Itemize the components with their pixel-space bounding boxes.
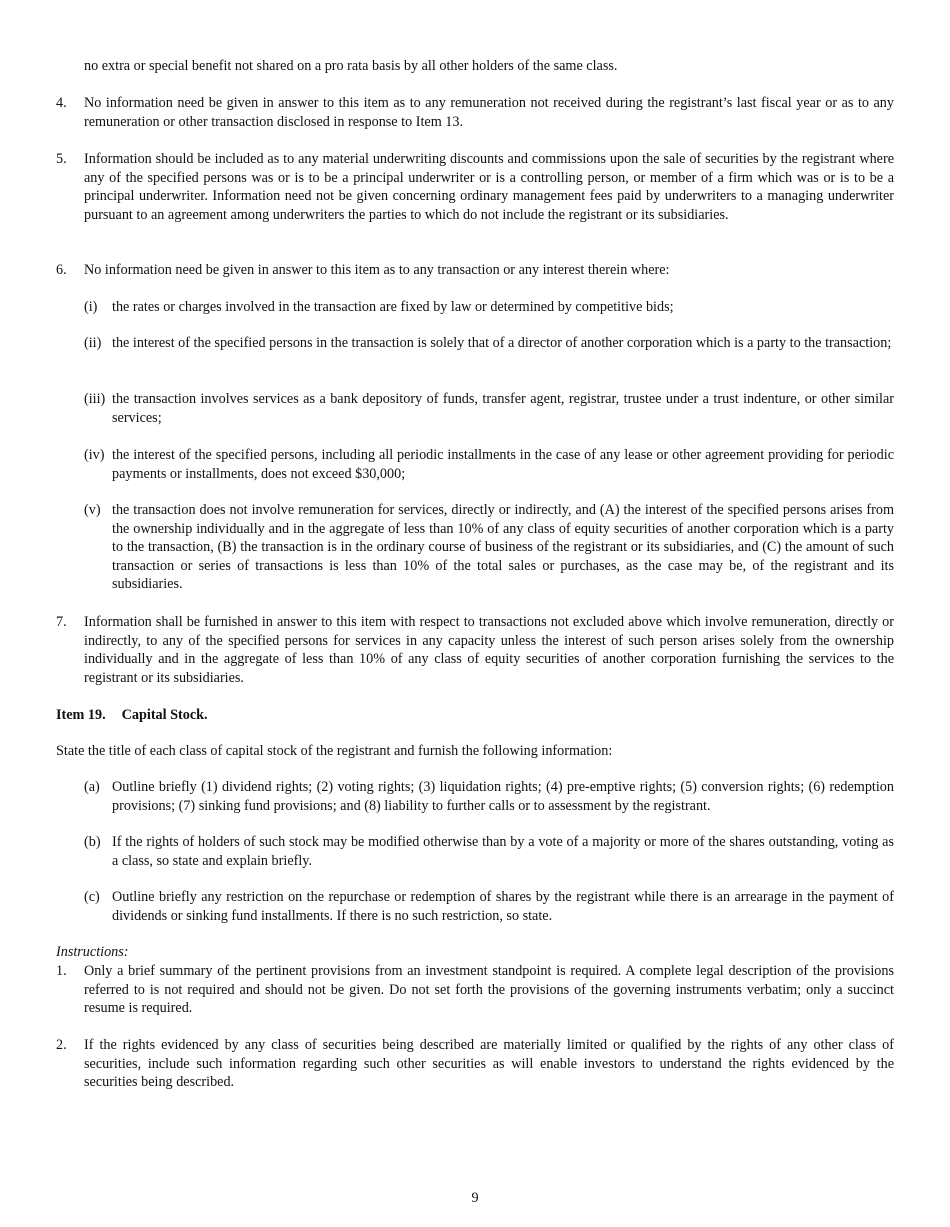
page-number: 9 [471, 1190, 479, 1206]
item-text: the interest of the specified persons in the transaction is solely that of a director of another corporation which is a party to the transaction; [112, 335, 892, 351]
item-19-b [84, 833, 894, 870]
note-5 [56, 150, 894, 224]
note-6 [56, 261, 894, 280]
item-text: the transaction does not involve remuneration for services, directly or indirectly, and (A) the interest of the specified persons arises from the ownership individually and in the aggregate of less than 10% of any class of equity securities of another corporation which is a party to the transaction, (B) the transaction is in the ordinary course of business of the registrant or its subsidiaries, and (C) the amount of such transaction or series of transactions is less than 10% of the total sales or purchases, as the case may be, of the registrant and its subsidiaries. [112, 502, 894, 593]
item-19-a [84, 778, 894, 815]
item-label: (i) [84, 299, 98, 315]
instruction-text: Only a brief summary of the pertinent provisions from an investment standpoint is required. A complete legal description of the provisions referred to is not required and should not be given. Do not set forth the provisions of the governing instruments verbatim; only a succinct resume is required. [84, 963, 894, 1017]
item-text: the interest of the specified persons, including all periodic installments in the case of any lease or other agreement providing for periodic payments or installments, does not exceed $30,000; [112, 447, 894, 482]
instruction-2 [56, 1036, 894, 1092]
note-number: 7. [56, 614, 67, 630]
instruction-number: 2. [56, 1037, 67, 1053]
note-text: Information should be included as to any material underwriting discounts and commissions upon the sale of securities by the registrant where any of the specified persons was or is to be a principal underwriter or is a controlling person, or member of a firm which was or is to be a principal underwriter. Information need not be given concerning ordinary management fees paid by underwriters to a managing underwriter pursuant to an agreement among underwriters the parties to which do not include the registrant or its subsidiaries. [84, 151, 894, 223]
item-19-heading [56, 706, 894, 725]
item-text: If the rights of holders of such stock may be modified otherwise than by a vote of a majority or more of the shares outstanding, voting as a class, so state and explain briefly. [112, 834, 894, 869]
note-text: No information need be given in answer to this item as to any transaction or any interest therein where: [84, 262, 670, 278]
item-title: Capital Stock. [121, 707, 208, 723]
item-label: (a) [84, 779, 100, 795]
item-label: (ii) [84, 335, 102, 351]
note-4 [56, 94, 894, 131]
note-6-item-ii [84, 334, 894, 353]
item-number: Item 19. [56, 707, 106, 723]
note-number: 5. [56, 151, 67, 167]
item-label: (iv) [84, 447, 105, 463]
note-number: 4. [56, 95, 67, 111]
instruction-1 [56, 962, 894, 1018]
item-19-intro: State the title of each class of capital stock of the registrant and furnish the following information: [56, 743, 613, 759]
item-text: Outline briefly any restriction on the repurchase or redemption of shares by the registrant while there is an arrearage in the payment of dividends or sinking fund installments. If there is no such restriction, so state. [112, 889, 894, 924]
item-text: Outline briefly (1) dividend rights; (2) voting rights; (3) liquidation rights; (4) pre-emptive rights; (5) conversion rights; (6) redemption provisions; (7) sinking fund provisions; and (8) liability to further calls or to assessment by the registrant. [112, 779, 894, 814]
note-6-item-v [84, 501, 894, 594]
instruction-text: If the rights evidenced by any class of securities being described are materially limited or qualified by the rights of any other class of securities, include such information regarding such other securities as will enable investors to understand the rights evidenced by the securities being described. [84, 1037, 894, 1091]
instruction-number: 1. [56, 963, 67, 979]
note-6-item-iii [84, 390, 894, 427]
continuation-paragraph: no extra or special benefit not shared on a pro rata basis by all other holders of the same class. [84, 58, 618, 74]
instructions-label: Instructions: [56, 944, 129, 960]
note-text: No information need be given in answer to this item as to any remuneration not received during the registrant’s last fiscal year or as to any remuneration or other transaction disclosed in response to Item 13. [84, 95, 894, 130]
note-7 [56, 613, 894, 687]
item-label: (b) [84, 834, 101, 850]
note-6-item-iv [84, 446, 894, 483]
note-text: Information shall be furnished in answer to this item with respect to transactions not excluded above which involve remuneration, directly or indirectly, to any of the specified persons for services in any capacity unless the interest of such person arises solely from the ownership individually and in the aggregate of less than 10% of any class of equity securities of another corporation furnishing the services to the registrant or its subsidiaries. [84, 614, 894, 686]
item-label: (c) [84, 889, 100, 905]
item-label: (v) [84, 502, 101, 518]
item-text: the rates or charges involved in the transaction are fixed by law or determined by competitive bids; [112, 299, 674, 315]
note-number: 6. [56, 262, 67, 278]
note-6-item-i [84, 298, 894, 317]
item-label: (iii) [84, 391, 106, 407]
item-text: the transaction involves services as a bank depository of funds, transfer agent, registrar, trustee under a trust indenture, or other similar services; [112, 391, 894, 426]
item-19-c [84, 888, 894, 925]
